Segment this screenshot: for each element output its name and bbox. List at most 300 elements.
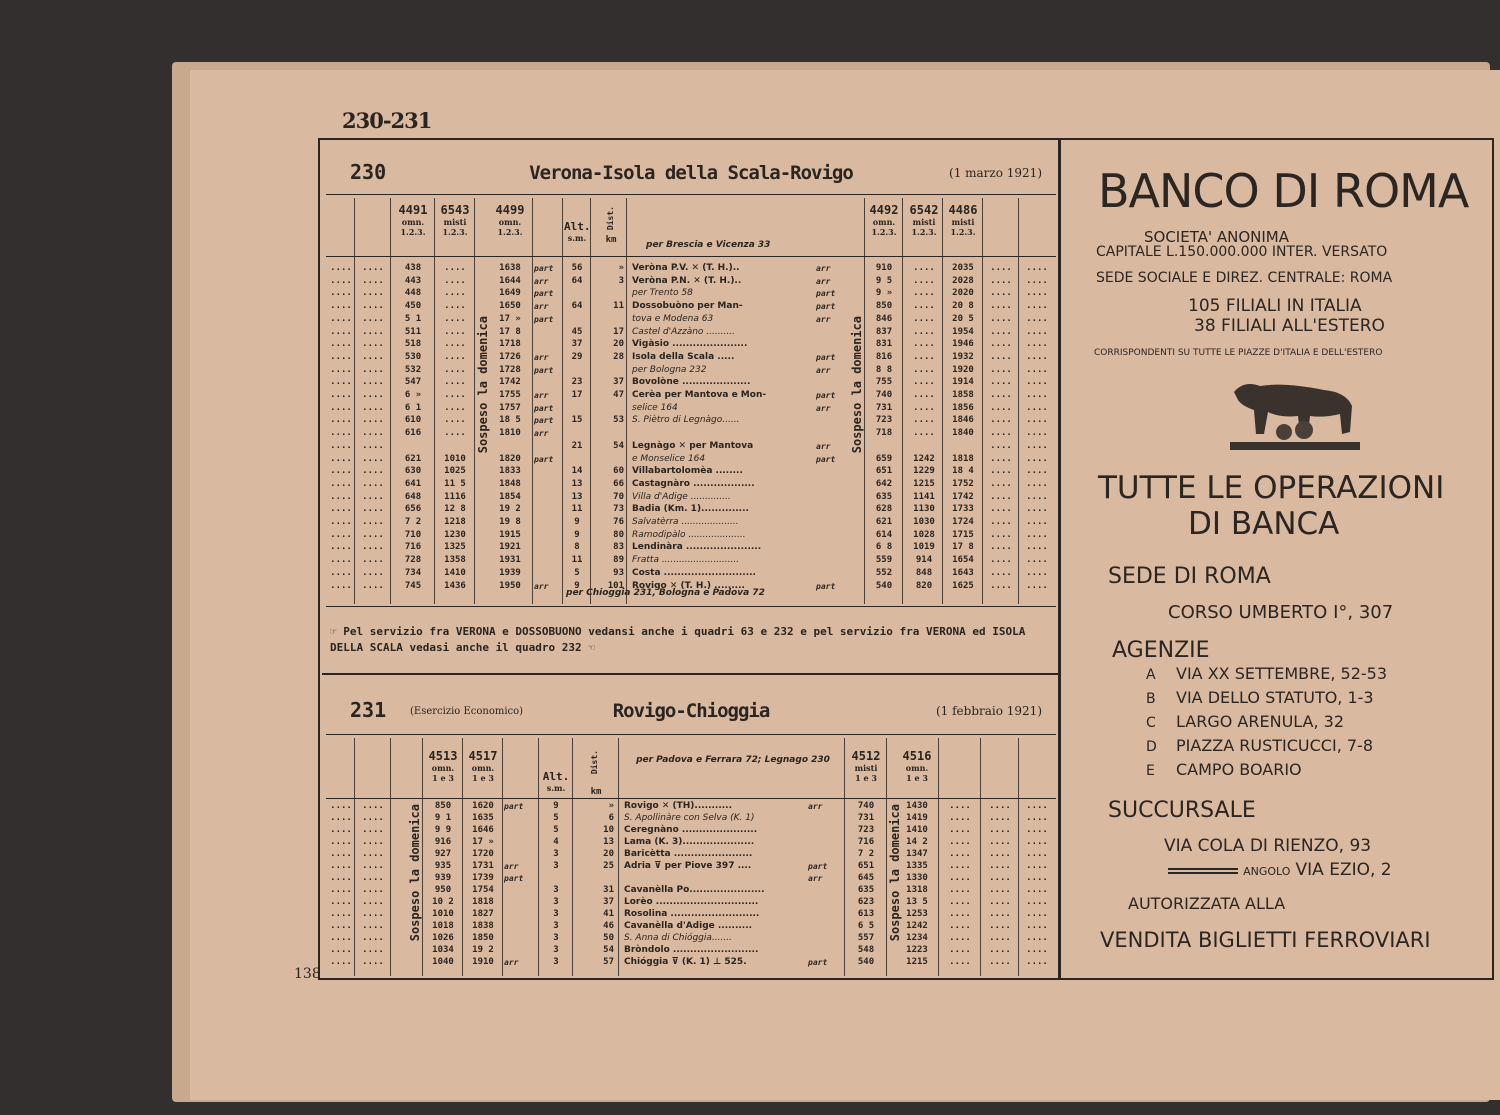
- departure-time: 18 5: [499, 415, 521, 426]
- dots: ....: [1026, 933, 1048, 943]
- departure-time: 1915: [499, 529, 521, 540]
- station-name: Adria ⊽ per Piove 397 ....: [624, 861, 752, 871]
- departure-time: 511: [404, 326, 422, 337]
- departure-time: 716: [404, 542, 422, 553]
- return-time: ....: [913, 288, 935, 299]
- distance-km: 20: [603, 849, 614, 859]
- dots: ....: [990, 351, 1012, 362]
- dots: ....: [949, 933, 971, 943]
- dots: ....: [330, 491, 352, 502]
- dots: ....: [330, 453, 352, 464]
- return-time: 1954: [952, 326, 974, 337]
- dots: ....: [990, 415, 1012, 426]
- dots: ....: [330, 861, 352, 871]
- distance-km: 83: [613, 542, 624, 553]
- dots: ....: [330, 555, 352, 566]
- return-time: ....: [913, 390, 935, 400]
- distance-km: 66: [613, 478, 624, 489]
- station-name: selice 164: [632, 402, 678, 413]
- departure-time: 1116: [444, 491, 466, 502]
- distance-km: 41: [603, 909, 614, 919]
- station-name: Lendinàra ......................: [632, 542, 762, 553]
- altitude: 14: [571, 466, 583, 477]
- arr-part-note: part: [534, 314, 554, 324]
- dots: ....: [1026, 873, 1048, 883]
- timetable-row: [326, 465, 1056, 478]
- t231-subtitle: (Esercizio Economico): [410, 706, 524, 717]
- return-time: 8 8: [875, 364, 893, 375]
- arr-part-note: arr: [534, 581, 549, 591]
- distance-km: 50: [603, 933, 614, 943]
- t230-notice: ☞ Pel servizio fra VERONA e DOSSOBUONO vedansi anche i quadri 63 e 232 e pel servizio fra VERONA ed ISOLA DELLA SCALA vedasi anche il quadro 232 ☜: [330, 625, 1026, 654]
- agency-letter: B: [1146, 691, 1156, 707]
- station-name: per Bologna 232: [632, 364, 707, 375]
- agency-item: [1146, 736, 1373, 755]
- departure-time: 19 8: [499, 517, 521, 527]
- departure-time: 1010: [444, 453, 466, 464]
- station-name: e Monselice 164: [632, 453, 706, 464]
- return-time: 1733: [952, 504, 974, 515]
- t230-rule: [326, 194, 1056, 195]
- t231-train-4512: 4512 misti 1 e 3: [851, 749, 881, 783]
- departure-time: 1040: [432, 957, 454, 967]
- dots: ....: [330, 440, 352, 451]
- dots: ....: [1026, 861, 1048, 871]
- altitude: 4: [553, 837, 559, 847]
- departure-time: 1034: [432, 945, 454, 955]
- dots: ....: [989, 957, 1011, 967]
- t230-km-header: km: [605, 235, 617, 245]
- timetable-row: [326, 389, 1056, 402]
- distance-km: 53: [613, 415, 624, 426]
- arr-part-note: part: [816, 454, 836, 464]
- ad-agenzie-title: AGENZIE: [1112, 638, 1210, 663]
- dots: ....: [362, 885, 384, 895]
- arr-part-note: arr: [816, 314, 831, 324]
- t230-alt-header: Alt. s.m.: [564, 220, 591, 243]
- dots: ....: [330, 364, 352, 375]
- station-name: Veròna P.N. ✕ (T. H.)..: [632, 275, 742, 286]
- dots: ....: [990, 542, 1012, 553]
- departure-time: 1910: [472, 957, 494, 967]
- departure-time: 1950: [499, 580, 521, 591]
- altitude: 17: [571, 390, 583, 400]
- altitude: 23: [571, 377, 583, 388]
- distance-km: 80: [613, 529, 624, 540]
- departure-time: 1644: [499, 275, 521, 286]
- departure-time: 950: [434, 885, 452, 895]
- dots: ....: [1026, 909, 1048, 919]
- altitude: 5: [553, 813, 559, 823]
- return-time: 837: [875, 326, 893, 337]
- station-name: Lorèo ..............................: [624, 897, 759, 907]
- dots: ....: [330, 351, 352, 362]
- dots: ....: [990, 504, 1012, 515]
- dots: ....: [989, 825, 1011, 835]
- departure-time: 1827: [472, 909, 494, 919]
- return-time: 1742: [952, 491, 974, 502]
- agency-item: [1146, 760, 1302, 779]
- dots: ....: [949, 921, 971, 931]
- distance-km: 6: [608, 813, 614, 823]
- dots: ....: [362, 542, 384, 553]
- departure-time: 1218: [444, 517, 466, 527]
- station-name: Baricètta .......................: [624, 849, 753, 859]
- dots: ....: [330, 542, 352, 553]
- return-time: 20 5: [952, 313, 974, 324]
- dots: ....: [1026, 957, 1048, 967]
- ad-brand: BANCO DI ROMA: [1098, 164, 1469, 218]
- agency-letter: A: [1146, 667, 1156, 683]
- dots: ....: [1026, 478, 1048, 489]
- departure-time: 1731: [472, 861, 494, 871]
- dots: ....: [330, 567, 352, 578]
- dots: ....: [990, 580, 1012, 591]
- return-time: 540: [857, 957, 875, 967]
- ad-ticket-sales: VENDITA BIGLIETTI FERROVIARI: [1100, 928, 1431, 952]
- station-name: Villa d'Adige ..............: [632, 491, 731, 502]
- dots: ....: [330, 466, 352, 477]
- dots: ....: [1026, 390, 1048, 400]
- station-name: Villabartolomèa ........: [632, 466, 743, 477]
- departure-time: ....: [444, 275, 466, 286]
- return-time: ....: [913, 351, 935, 362]
- departure-time: 1010: [432, 909, 454, 919]
- distance-km: 76: [613, 517, 624, 527]
- dots: ....: [1026, 945, 1048, 955]
- timetable-row: [326, 402, 1056, 415]
- station-name: Lama (K. 3).....................: [624, 837, 755, 847]
- agency-address: VIA DELLO STATUTO, 1-3: [1176, 688, 1374, 707]
- t230-dist-header: Dist.: [606, 206, 615, 231]
- dots: ....: [362, 861, 384, 871]
- departure-time: 1820: [499, 453, 521, 464]
- altitude: 3: [553, 921, 559, 931]
- dots: ....: [330, 945, 352, 955]
- timetable-row: [326, 262, 1056, 275]
- return-time: 1215: [906, 957, 928, 967]
- departure-time: 1921: [499, 542, 521, 553]
- dots: ....: [362, 453, 384, 464]
- station-name: Cavanèlla Po......................: [624, 885, 765, 895]
- dots: ....: [330, 478, 352, 489]
- departure-time: 1754: [472, 885, 494, 895]
- dots: ....: [1026, 339, 1048, 350]
- departure-time: 621: [404, 453, 422, 464]
- dots: ....: [949, 801, 971, 811]
- arr-part-note: arr: [816, 403, 831, 413]
- station-name: Rovigo ✕ (T. H.) .........: [632, 580, 745, 591]
- departure-time: 616: [404, 428, 422, 439]
- return-time: 642: [875, 478, 893, 489]
- departure-time: 1726: [499, 351, 521, 362]
- departure-time: 1025: [444, 466, 466, 477]
- dots: ....: [989, 897, 1011, 907]
- dots: ....: [330, 301, 352, 312]
- ad-company-type: SOCIETA' ANONIMA: [1144, 228, 1289, 246]
- return-time: ....: [913, 415, 935, 426]
- arr-part-note: part: [504, 874, 524, 883]
- departure-time: 1720: [472, 849, 494, 859]
- return-time: 1242: [906, 921, 928, 931]
- altitude: 5: [553, 825, 559, 835]
- dots: ....: [362, 263, 384, 273]
- t230-train-4492: 4492 omn. 1.2.3.: [869, 203, 899, 237]
- dots: ....: [330, 339, 352, 350]
- page-number: 230-231: [342, 108, 432, 133]
- dots: ....: [362, 567, 384, 578]
- dots: ....: [362, 933, 384, 943]
- departure-time: 450: [404, 301, 422, 312]
- dots: ....: [330, 377, 352, 388]
- dots: ....: [330, 580, 352, 591]
- return-time: 2028: [952, 275, 974, 286]
- return-time: 1625: [952, 580, 974, 591]
- return-time: 548: [857, 945, 875, 955]
- dots: ....: [362, 313, 384, 324]
- altitude: 9: [574, 517, 580, 527]
- dots: ....: [990, 453, 1012, 464]
- t231-suspended-left: Sospeso la domenica: [408, 804, 422, 942]
- dots: ....: [330, 288, 352, 299]
- dots: ....: [990, 326, 1012, 337]
- dots: ....: [949, 813, 971, 823]
- return-time: 635: [875, 491, 893, 502]
- return-time: 848: [915, 567, 933, 578]
- agency-item: [1146, 664, 1387, 683]
- return-time: 755: [875, 377, 893, 388]
- return-time: 1410: [906, 825, 928, 835]
- return-time: 740: [875, 390, 893, 400]
- distance-km: 70: [613, 491, 624, 502]
- return-time: 1242: [913, 453, 935, 464]
- departure-time: 443: [404, 275, 422, 286]
- dots: ....: [330, 313, 352, 324]
- return-time: ....: [913, 275, 935, 286]
- dots: ....: [330, 275, 352, 286]
- return-time: 1347: [906, 849, 928, 859]
- departure-time: ....: [444, 301, 466, 312]
- timetable-row: [326, 491, 1056, 504]
- return-time: 1419: [906, 813, 928, 823]
- arr-part-note: part: [816, 302, 836, 312]
- timetable-row: [326, 414, 1056, 427]
- timetable-row: [326, 376, 1056, 389]
- dots: ....: [949, 945, 971, 955]
- timetable-row: [326, 503, 1056, 516]
- arr-part-note: arr: [534, 429, 549, 439]
- return-time: 1318: [906, 885, 928, 895]
- station-name: S. Apollinàre con Selva (K. 1): [624, 813, 755, 823]
- dots: ....: [362, 428, 384, 439]
- return-time: 6 8: [875, 542, 893, 553]
- departure-time: 1739: [472, 873, 494, 883]
- capitoline-wolf-illustration: [1224, 372, 1364, 454]
- arr-part-note: arr: [816, 441, 831, 451]
- return-time: ....: [913, 377, 935, 388]
- departure-time: ....: [444, 428, 466, 439]
- dots: ....: [989, 873, 1011, 883]
- dots: ....: [362, 364, 384, 375]
- dots: ....: [990, 364, 1012, 375]
- departure-time: 648: [404, 491, 422, 502]
- arr-part-note: part: [534, 416, 554, 426]
- dots: ....: [362, 390, 384, 400]
- dots: ....: [1026, 466, 1048, 477]
- return-time: 718: [875, 428, 893, 439]
- dots: ....: [989, 933, 1011, 943]
- return-time: 14 2: [906, 837, 928, 847]
- departure-time: 1649: [499, 288, 521, 299]
- dots: ....: [1026, 453, 1048, 464]
- departure-time: 710: [404, 529, 422, 540]
- station-name: Isola della Scala .....: [632, 351, 735, 362]
- t230-train-4499: 4499 omn. 1.2.3.: [495, 203, 525, 237]
- dots: ....: [362, 440, 384, 451]
- arr-part-note: arr: [816, 276, 831, 286]
- departure-time: 1848: [499, 478, 521, 489]
- dots: ....: [990, 275, 1012, 286]
- t230-header: [326, 152, 1056, 190]
- arr-part-note: part: [534, 403, 554, 413]
- dots: ....: [990, 288, 1012, 299]
- return-time: 820: [915, 580, 933, 591]
- distance-km: 11: [613, 301, 624, 312]
- t231-suspended-right: Sospeso la domenica: [888, 804, 902, 942]
- altitude: 3: [553, 933, 559, 943]
- timetable-row: [326, 554, 1056, 567]
- departure-time: 12 8: [444, 504, 466, 515]
- dots: ....: [330, 873, 352, 883]
- departure-time: 1635: [472, 813, 494, 823]
- dots: ....: [330, 428, 352, 439]
- dots: ....: [330, 517, 352, 527]
- arr-part-note: arr: [504, 958, 519, 967]
- timetable-row: [326, 326, 1056, 339]
- dots: ....: [362, 957, 384, 967]
- departure-time: 530: [404, 351, 422, 362]
- dots: ....: [330, 909, 352, 919]
- departure-time: 745: [404, 580, 422, 591]
- departure-time: 1358: [444, 555, 466, 566]
- return-time: 1818: [952, 453, 974, 464]
- departure-time: 728: [404, 555, 422, 566]
- dots: ....: [362, 837, 384, 847]
- station-name: Veròna P.V. ✕ (T. H.)..: [632, 263, 740, 273]
- altitude: 3: [553, 909, 559, 919]
- departure-time: 1436: [444, 580, 466, 591]
- dots: ....: [1026, 849, 1048, 859]
- return-time: 557: [857, 933, 875, 943]
- station-name: Badia (Km. 1)..............: [632, 504, 749, 515]
- dots: ....: [990, 529, 1012, 540]
- departure-time: ....: [444, 390, 466, 400]
- return-time: ....: [913, 428, 935, 439]
- station-name: Chióggia ⊽ (K. 1) ⊥ 525.: [624, 957, 747, 967]
- timetable-row: [326, 313, 1056, 326]
- return-time: 1846: [952, 415, 974, 426]
- t230-foot-via: per Chioggia 231, Bologna e Padova 72: [566, 588, 765, 598]
- station-name: Ramodipàlo ....................: [632, 529, 746, 540]
- departure-time: 11 5: [444, 478, 466, 489]
- timetable-row: [326, 427, 1056, 440]
- arr-part-note: part: [816, 352, 836, 362]
- dots: ....: [1026, 402, 1048, 413]
- agency-letter: E: [1146, 763, 1155, 779]
- arr-part-note: part: [534, 264, 554, 273]
- dots: ....: [362, 351, 384, 362]
- return-time: ....: [913, 326, 935, 337]
- distance-km: 46: [603, 921, 614, 931]
- arr-part-note: arr: [504, 862, 519, 871]
- return-time: 540: [875, 580, 893, 591]
- agency-item: [1146, 688, 1374, 707]
- station-name: Dossobuòno per Man-: [632, 301, 743, 312]
- station-name: S. Piètro di Legnàgo......: [632, 415, 740, 426]
- dots: ....: [330, 504, 352, 515]
- dots: ....: [362, 849, 384, 859]
- return-time: 914: [915, 555, 933, 566]
- return-time: 645: [857, 873, 875, 883]
- return-time: 1858: [952, 390, 974, 400]
- distance-km: 17: [613, 326, 624, 337]
- dots: ....: [949, 825, 971, 835]
- distance-km: 54: [603, 945, 614, 955]
- arr-part-note: part: [816, 391, 836, 400]
- altitude: 5: [574, 567, 580, 578]
- arr-part-note: part: [808, 862, 828, 871]
- timetable-row: [326, 351, 1056, 364]
- dots: ....: [949, 885, 971, 895]
- station-name: Bròndolo .........................: [624, 945, 759, 955]
- dots: ....: [362, 288, 384, 299]
- distance-km: 10: [603, 825, 614, 835]
- return-time: 2020: [952, 288, 974, 299]
- dots: ....: [362, 275, 384, 286]
- return-time: 723: [857, 825, 875, 835]
- departure-time: ....: [444, 364, 466, 375]
- departure-time: 10 2: [432, 897, 454, 907]
- altitude: 3: [553, 897, 559, 907]
- return-time: 723: [875, 415, 893, 426]
- station-name: Cavanèlla d'Adige ..........: [624, 921, 753, 931]
- return-time: 1330: [906, 873, 928, 883]
- dots: ....: [362, 326, 384, 337]
- t231-train-4517: 4517 omn. 1 e 3: [468, 749, 498, 783]
- departure-time: 17 »: [499, 313, 521, 324]
- timetable-row: [326, 364, 1056, 377]
- dots: ....: [362, 580, 384, 591]
- dots: ....: [362, 529, 384, 540]
- distance-km: 54: [613, 440, 624, 451]
- dots: ....: [1026, 263, 1048, 273]
- dots: ....: [949, 837, 971, 847]
- return-time: 1654: [952, 555, 974, 566]
- distance-km: 3: [618, 275, 624, 286]
- dots: ....: [1026, 313, 1048, 324]
- timetable-row: [326, 440, 1056, 453]
- t230-suspended-right: Sospeso la domenica: [850, 316, 864, 454]
- departure-time: 1620: [472, 801, 494, 811]
- departure-time: 17 8: [499, 326, 521, 337]
- t230-title: Verona-Isola della Scala-Rovigo: [529, 162, 853, 184]
- timetable-row: [326, 338, 1056, 351]
- return-time: 659: [875, 453, 893, 464]
- dots: ....: [1026, 491, 1048, 502]
- agency-address: CAMPO BOARIO: [1176, 760, 1302, 779]
- agency-address: PIAZZA RUSTICUCCI, 7-8: [1176, 736, 1373, 755]
- departure-time: 1650: [499, 301, 521, 312]
